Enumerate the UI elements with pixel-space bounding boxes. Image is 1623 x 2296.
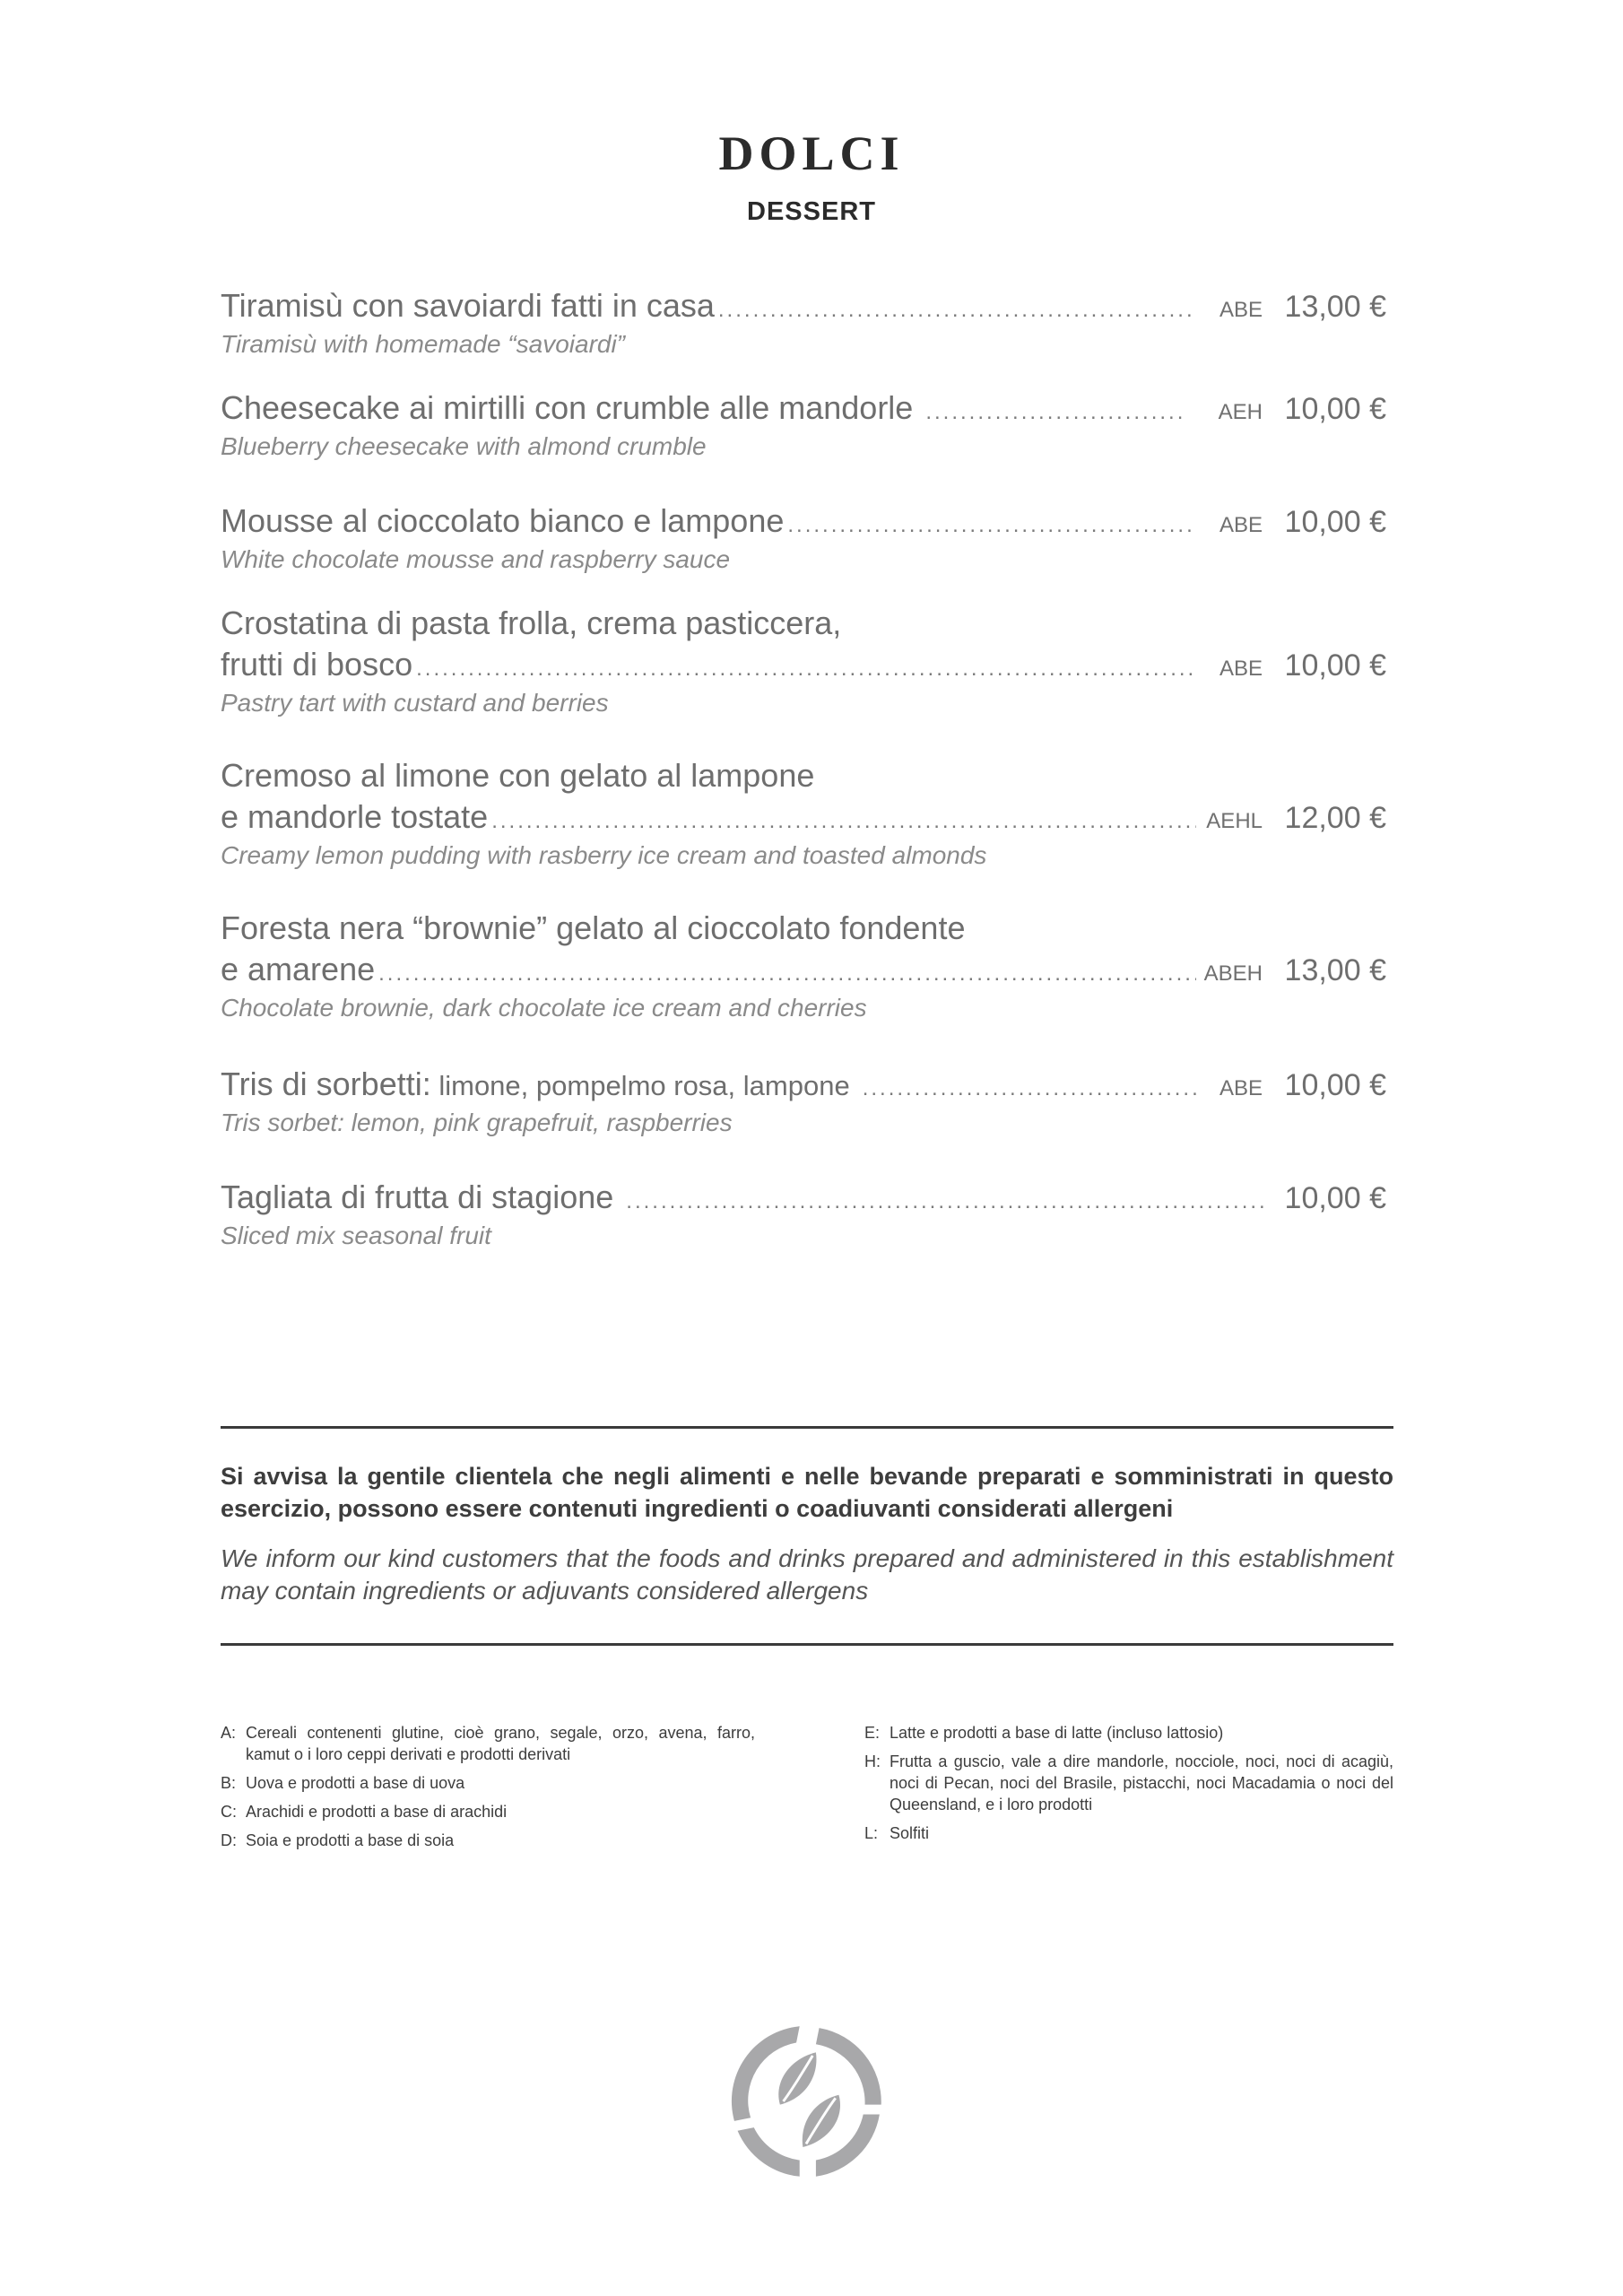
menu-item-allergens: ABE — [1219, 657, 1263, 681]
allergen-key: A: — [221, 1724, 237, 1742]
menu-item-description: White chocolate mousse and raspberry sauce — [221, 545, 731, 573]
allergen-text: Solfiti — [890, 1824, 930, 1842]
allergen-legend-item — [221, 1801, 755, 1822]
menu-item — [221, 909, 1386, 1022]
allergen-notice-italian: Si avvisa la gentile clientela che negli alimenti e nelle bevande preparati e somministrati in questo esercizio, possono essere contenuti ingredienti o coadiuvanti considerati allergeni — [221, 1463, 1393, 1522]
menu-item-allergens: AEHL — [1206, 809, 1263, 833]
menu-item-price: 13,00 € — [1284, 953, 1386, 987]
menu-item-price: 12,00 € — [1284, 801, 1386, 835]
menu-item-price: 10,00 € — [1284, 1068, 1386, 1102]
allergen-key: D: — [221, 1831, 237, 1849]
menu-item — [221, 389, 1386, 461]
menu-item-name-first-line: Cremoso al limone con gelato al lampone — [221, 757, 815, 794]
divider-top — [221, 1426, 1393, 1429]
allergen-legend-item — [221, 1772, 755, 1794]
menu-item-description: Sliced mix seasonal fruit — [221, 1222, 491, 1249]
menu-item-name: Cheesecake ai mirtilli con crumble alle mandorle — [221, 389, 914, 426]
menu-item-description: Tiramisù with homemade “savoiardi” — [221, 330, 626, 358]
divider-bottom — [221, 1643, 1393, 1646]
allergen-key: H: — [864, 1752, 881, 1770]
menu-item-line — [221, 798, 1386, 839]
menu-item — [221, 1178, 1386, 1250]
menu-item-name: frutti di bosco — [221, 646, 413, 683]
allergen-key: L: — [864, 1824, 879, 1842]
allergen-text: Frutta a guscio, vale a dire mandorle, nocciole, noci, noci di acagiù, noci di Pecan, noci del Brasile, pistacchi, noci Macadamia o noci del Queensland, e i loro prodotti — [890, 1752, 1393, 1813]
leaf-circle-logo-icon — [725, 2020, 888, 2183]
menu-item-name — [221, 1065, 850, 1103]
menu-item-allergens: AEH — [1218, 400, 1263, 424]
menu-item-price: 10,00 € — [1284, 505, 1386, 539]
menu-item-line — [221, 1065, 1386, 1107]
allergen-legend-item — [864, 1722, 1393, 1744]
menu-item-name-first-line: Crostatina di pasta frolla, crema pasticcera, — [221, 604, 842, 641]
menu-item-description: Pastry tart with custard and berries — [221, 689, 609, 717]
page-subtitle: DESSERT — [747, 197, 876, 226]
menu-item-description: Blueberry cheesecake with almond crumble — [221, 432, 707, 460]
menu-item-name-main: Tris di sorbetti: — [221, 1065, 431, 1102]
menu-item-price: 13,00 € — [1284, 290, 1386, 324]
menu-item-name: e mandorle tostate — [221, 798, 489, 835]
menu-item-name-first-line: Foresta nera “brownie” gelato al cioccolato fondente — [221, 909, 966, 946]
menu-item-allergens: ABE — [1219, 513, 1263, 537]
dot-leader — [626, 1189, 1266, 1214]
menu-item-allergens: ABEH — [1203, 961, 1263, 986]
menu-item-line — [221, 1178, 1386, 1220]
menu-item-allergens: ABE — [1219, 298, 1263, 322]
menu-item-line — [221, 951, 1386, 992]
dot-leader — [787, 513, 1196, 538]
menu-item-description: Creamy lemon pudding with rasberry ice cream and toasted almonds — [221, 841, 987, 869]
allergen-legend-item — [221, 1830, 755, 1851]
allergen-notice-english: We inform our kind customers that the foods and drinks prepared and administered in this establishment may contain ingredients or adjuvants considered allergens — [221, 1544, 1393, 1605]
menu-item-description: Tris sorbet: lemon, pink grapefruit, raspberries — [221, 1109, 733, 1136]
allergen-key: B: — [221, 1774, 237, 1792]
allergen-text: Arachidi e prodotti a base di arachidi — [246, 1803, 508, 1821]
dot-leader — [718, 298, 1196, 323]
allergen-legend-item — [864, 1751, 1393, 1815]
menu-item-line — [221, 646, 1386, 687]
menu-item — [221, 757, 1386, 870]
allergen-legend-item — [221, 1722, 755, 1765]
allergen-legend-left — [221, 1722, 755, 1858]
menu-item-name-detail: limone, pompelmo rosa, lampone — [430, 1070, 850, 1101]
allergen-text: Cereali contenenti glutine, cioè grano, segale, orzo, avena, farro, kamut o i loro ceppi derivati e prodotti derivati — [246, 1724, 755, 1763]
menu-item-line — [221, 502, 1386, 544]
menu-item-description: Chocolate brownie, dark chocolate ice cream and cherries — [221, 994, 867, 1022]
menu-item-name: Tagliata di frutta di stagione — [221, 1178, 614, 1215]
menu-item-price: 10,00 € — [1284, 392, 1386, 426]
allergen-key: E: — [864, 1724, 881, 1742]
dot-leader — [491, 809, 1196, 834]
menu-item-name: Tiramisù con savoiardi fatti in casa — [221, 287, 715, 324]
dot-leader — [416, 657, 1196, 682]
menu-item-allergens: ABE — [1219, 1076, 1263, 1100]
dot-leader — [925, 400, 1187, 425]
menu-item-line — [221, 287, 1386, 328]
page-title: DOLCI — [718, 126, 905, 180]
dot-leader — [863, 1076, 1196, 1101]
menu-item — [221, 604, 1386, 718]
allergen-legend-right — [864, 1722, 1393, 1851]
allergen-text: Uova e prodotti a base di uova — [246, 1774, 465, 1792]
allergen-text: Latte e prodotti a base di latte (incluso lattosio) — [890, 1724, 1224, 1742]
menu-item-line — [221, 389, 1386, 430]
allergen-text: Soia e prodotti a base di soia — [246, 1831, 455, 1849]
menu-item — [221, 1065, 1386, 1137]
menu-item-price: 10,00 € — [1284, 1181, 1386, 1215]
allergen-legend-item — [864, 1822, 1393, 1844]
menu-item — [221, 502, 1386, 574]
menu-item-price: 10,00 € — [1284, 648, 1386, 683]
dot-leader — [378, 961, 1196, 987]
allergen-key: C: — [221, 1803, 237, 1821]
menu-item-name: Mousse al cioccolato bianco e lampone — [221, 502, 785, 539]
menu-item — [221, 287, 1386, 359]
menu-item-name: e amarene — [221, 951, 376, 987]
